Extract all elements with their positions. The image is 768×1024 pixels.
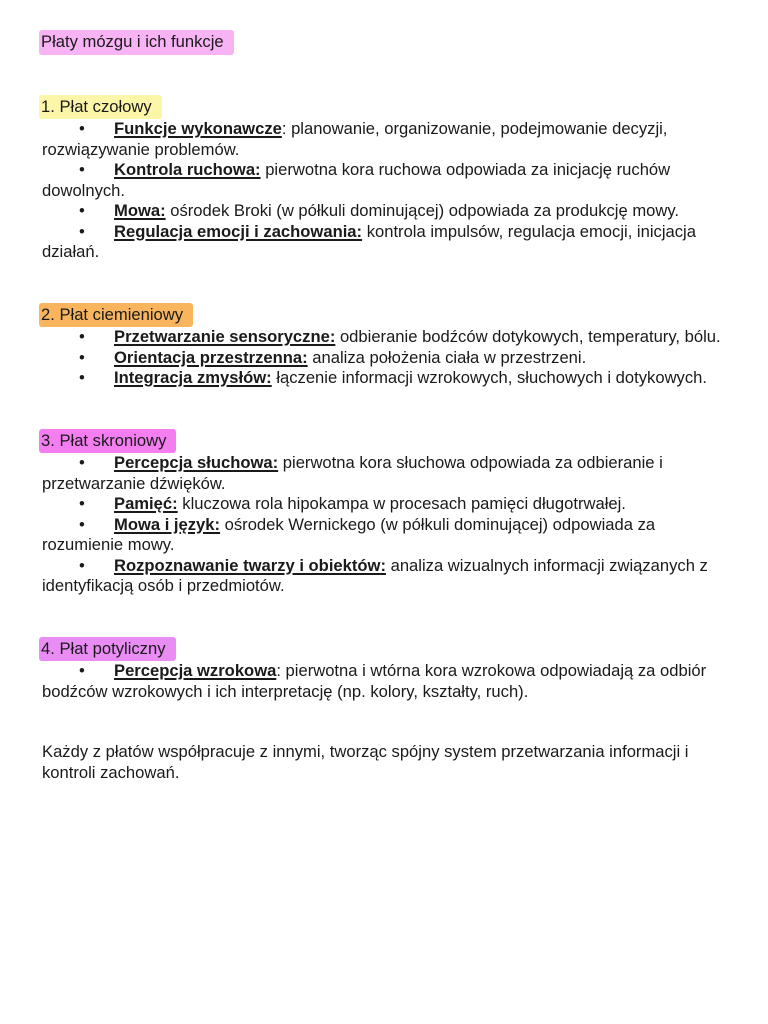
item-text: : pierwotna i wtórna kora wzrokowa odpowiadają za odbiór bodźców wzrokowych i ich interpretację (np. kolory, kształty, ruch). [42,661,707,701]
item-term: Regulacja emocji i zachowania: [114,221,363,241]
item-term: Mowa: [114,201,166,220]
list-item [42,494,726,515]
section-title-wrapper [42,637,726,662]
list-item [42,453,726,494]
section-title-wrapper [42,95,726,120]
bullet-icon: • [79,453,85,472]
list-item [42,368,726,389]
bullet-icon: • [79,555,85,575]
bullet-icon: • [79,494,85,513]
section-title-wrapper [42,303,726,328]
list-item [42,119,726,160]
item-term: Przetwarzanie sensoryczne: [114,327,336,346]
item-text: pierwotna kora słuchowa odpowiada za odbieranie i przetwarzanie dźwięków. [42,453,663,493]
section-title-wrapper [42,429,726,454]
item-term: Rozpoznawanie twarzy i obiektów: [114,555,386,575]
section-2 [42,303,726,389]
item-term: Percepcja słuchowa: [114,453,279,472]
item-term: Mowa i język: [114,514,221,534]
item-term: Kontrola ruchowa: [114,160,261,179]
list-item [42,556,726,597]
item-text: odbieranie bodźców dotykowych, temperatury, bólu. [335,327,721,346]
bullet-icon: • [79,661,85,680]
list-item [42,201,726,222]
section-title: 1. Płat czołowy [39,95,162,120]
item-text: : planowanie, organizowanie, podejmowanie decyzji, rozwiązywanie problemów. [42,119,668,159]
item-text: analiza położenia ciała w przestrzeni. [307,347,587,367]
list-item [42,661,726,702]
item-text: kontrola impulsów, regulacja emocji, inicjacja działań. [42,221,696,261]
bullet-icon: • [79,347,85,367]
list-item [42,222,726,263]
item-text: analiza wizualnych informacji związanych z identyfikacją osób i przedmiotów. [42,555,708,595]
item-text: łączenie informacji wzrokowych, słuchowych i dotykowych. [271,368,707,387]
bullet-icon: • [79,221,85,241]
list-item [42,327,726,348]
doc-title: Płaty mózgu i ich funkcje [39,30,234,55]
bullet-icon: • [79,119,85,138]
section-1 [42,95,726,263]
section-4 [42,637,726,703]
list-item [42,160,726,201]
bullet-icon: • [79,160,85,179]
item-term: Funkcje wykonawcze [114,119,282,138]
bullet-icon: • [79,368,85,387]
document-page [42,30,726,783]
item-text: pierwotna kora ruchowa odpowiada za inicjację ruchów dowolnych. [42,160,671,200]
item-text: ośrodek Broki (w półkuli dominującej) odpowiada za produkcję mowy. [165,201,680,220]
list-item [42,515,726,556]
section-3 [42,429,726,597]
sections-container [42,95,726,703]
item-text: kluczowa rola hipokampa w procesach pamięci długotrwałej. [177,494,626,513]
section-title: 4. Płat potyliczny [39,637,176,662]
doc-title-wrapper [42,30,726,55]
list-item [42,348,726,369]
item-term: Integracja zmysłów: [114,368,272,387]
bullet-icon: • [79,201,85,220]
section-title: 3. Płat skroniowy [39,429,176,454]
bullet-icon: • [79,514,85,534]
bullet-icon: • [79,327,85,346]
summary-paragraph: Każdy z płatów współpracuje z innymi, tworząc spójny system przetwarzania informacji i kontroli zachowań. [42,742,689,782]
section-title: 2. Płat ciemieniowy [39,303,193,328]
item-term: Percepcja wzrokowa [114,661,277,680]
item-text: ośrodek Wernickego (w półkuli dominującej) odpowiada za rozumienie mowy. [42,514,656,554]
item-term: Pamięć: [114,494,178,513]
item-term: Orientacja przestrzenna: [114,347,308,367]
